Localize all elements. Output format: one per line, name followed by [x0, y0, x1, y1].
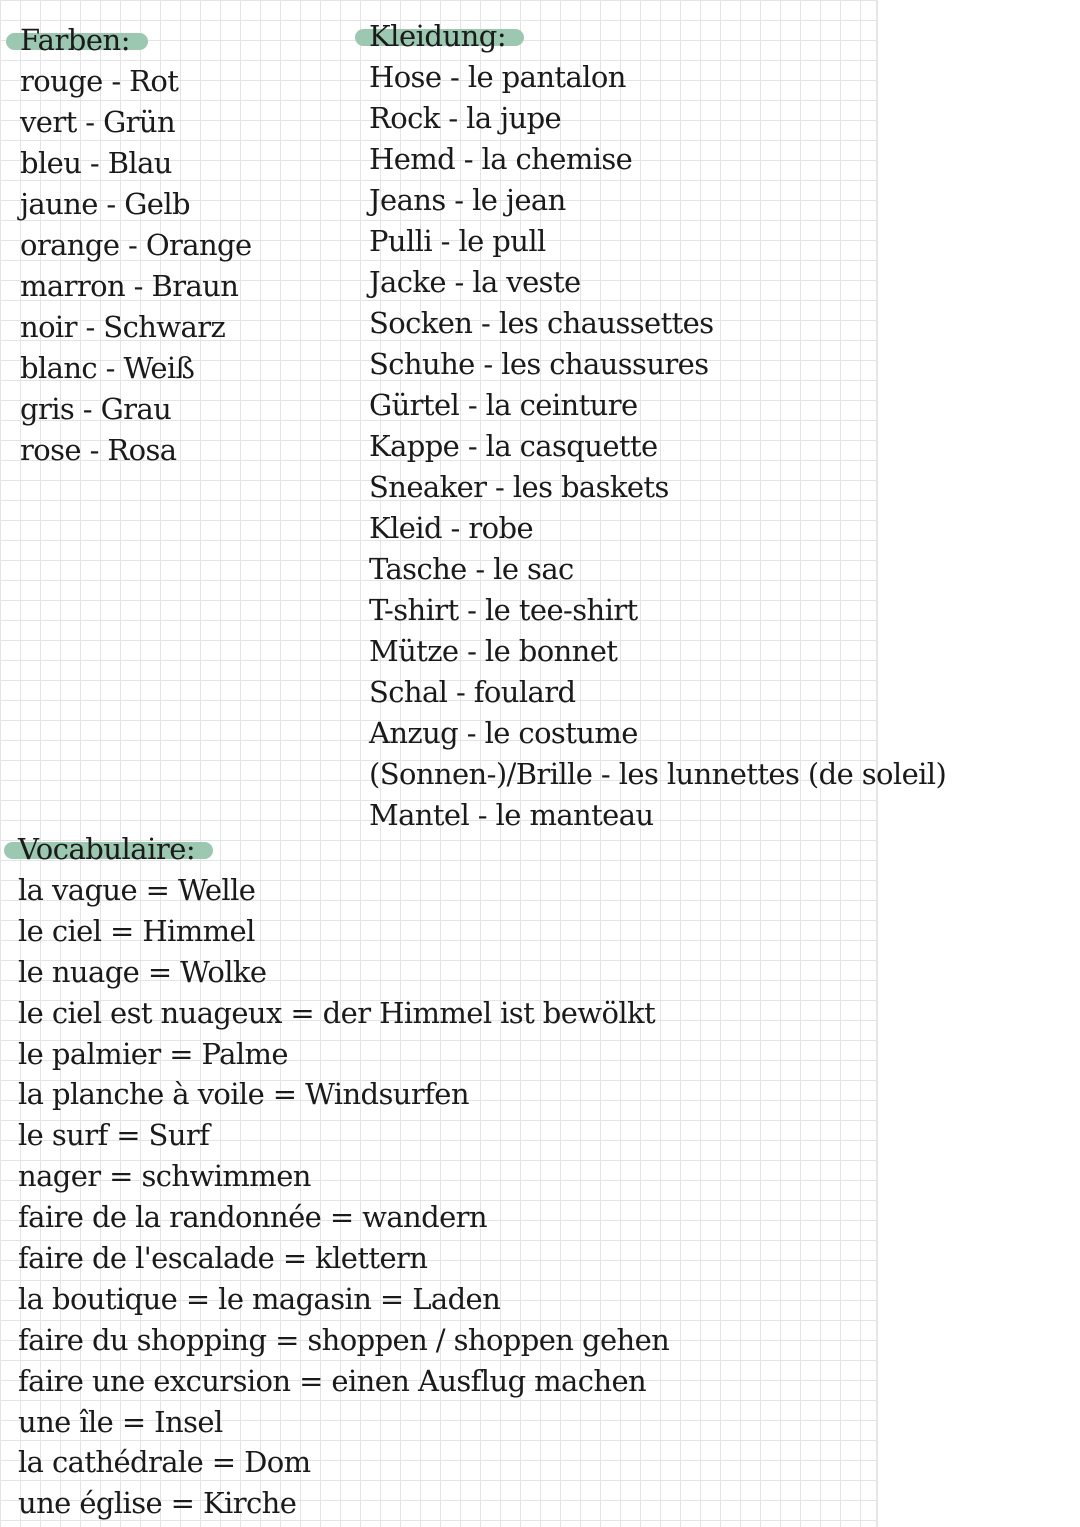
vocab-entry: Kleid - robe [369, 511, 534, 545]
vocab-entry: Mantel - le manteau [369, 798, 654, 832]
vocab-entry: Sneaker - les baskets [369, 470, 669, 504]
vocab-entry: marron - Braun [20, 269, 239, 303]
vocab-entry: faire une excursion = einen Ausflug machen [18, 1363, 647, 1398]
vocab-entry: la planche à voile = Windsurfen [18, 1077, 469, 1112]
vocab-entry: la vague = Welle [18, 873, 256, 907]
vocab-entry: Socken - les chaussettes [369, 306, 714, 340]
vocab-entry: Hose - le pantalon [369, 60, 626, 94]
farben-title: Farben: [20, 23, 130, 57]
vocab-entry: Schal - foulard [369, 675, 576, 709]
vocab-entry: Rock - la jupe [369, 101, 562, 135]
kleidung-list [369, 57, 946, 836]
kleidung-heading [369, 16, 506, 57]
section-vocabulaire [18, 829, 669, 1524]
vocab-entry: faire de l'escalade = klettern [18, 1241, 428, 1276]
vocab-entry: T-shirt - le tee-shirt [369, 593, 638, 627]
section-kleidung [369, 16, 946, 836]
vocabulaire-heading [18, 829, 195, 870]
vocab-entry: Jeans - le jean [369, 183, 566, 217]
vocab-entry: Schuhe - les chaussures [369, 347, 709, 381]
vocab-entry: Tasche - le sac [369, 552, 574, 586]
vocab-entry: le nuage = Wolke [18, 954, 267, 989]
vocab-entry: noir - Schwarz [20, 310, 226, 344]
section-farben [20, 20, 252, 471]
vocab-entry: Hemd - la chemise [369, 142, 633, 176]
vocab-entry: rouge - Rot [20, 64, 179, 98]
vocabulaire-list [18, 870, 669, 1524]
vocab-entry: rose - Rosa [20, 433, 177, 467]
vocab-entry: blanc - Weiß [20, 351, 195, 385]
vocab-entry: la cathédrale = Dom [18, 1445, 311, 1480]
vocab-entry: Mütze - le bonnet [369, 634, 618, 668]
vocab-entry: le ciel est nuageux = der Himmel ist bewölkt [18, 995, 656, 1030]
vocab-entry: Pulli - le pull [369, 224, 546, 258]
vocab-entry: Anzug - le costume [369, 716, 638, 750]
vocabulaire-title: Vocabulaire: [18, 832, 196, 866]
vocab-entry: la boutique = le magasin = Laden [18, 1281, 501, 1316]
vocab-entry: bleu - Blau [20, 146, 172, 180]
vocab-entry: orange - Orange [20, 228, 252, 262]
kleidung-title: Kleidung: [369, 19, 507, 53]
vocab-entry: nager = schwimmen [18, 1159, 311, 1194]
vocab-entry: Kappe - la casquette [369, 429, 658, 463]
vocab-entry: le palmier = Palme [18, 1036, 288, 1071]
vocab-entry: gris - Grau [20, 392, 172, 426]
vocab-entry: une île = Insel [18, 1404, 223, 1439]
vocab-entry: faire du shopping = shoppen / shoppen gehen [18, 1322, 670, 1357]
vocab-entry: vert - Grün [20, 105, 176, 139]
farben-heading [20, 20, 130, 61]
vocab-entry: le surf = Surf [18, 1118, 210, 1153]
vocab-entry: (Sonnen-)/Brille - les lunnettes (de soleil) [369, 757, 947, 791]
vocab-entry: le ciel = Himmel [18, 913, 255, 948]
vocab-entry: Jacke - la veste [369, 265, 581, 299]
vocab-entry: Gürtel - la ceinture [369, 388, 638, 422]
vocab-entry: une église = Kirche [18, 1486, 297, 1521]
vocab-entry: jaune - Gelb [20, 187, 191, 221]
vocab-entry: faire de la randonnée = wandern [18, 1200, 487, 1235]
farben-list [20, 61, 252, 471]
